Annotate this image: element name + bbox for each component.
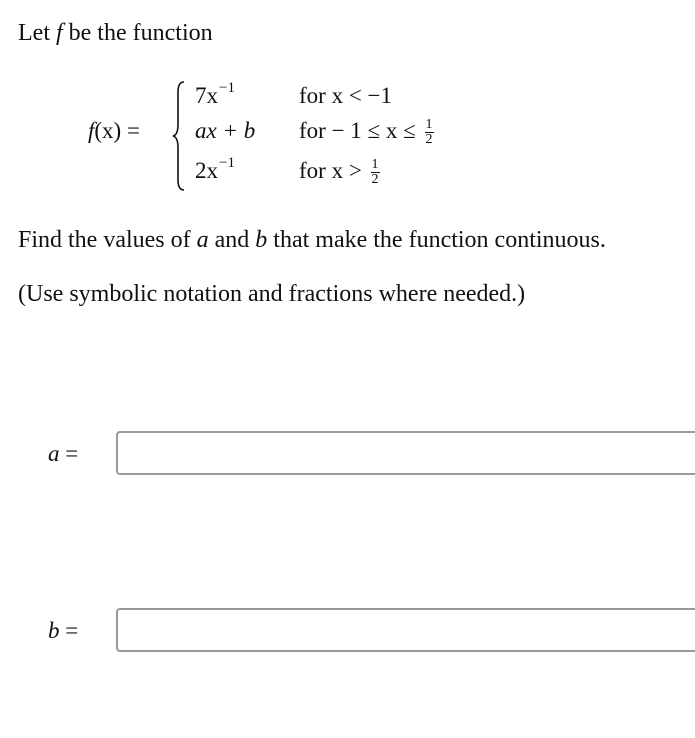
question-var-a: a	[196, 227, 209, 253]
answer-a-input[interactable]	[116, 431, 695, 475]
answer-a-label: a =	[48, 441, 79, 466]
case-2-expression: ax + b	[195, 118, 256, 143]
case-1-condition: for x < −1	[299, 83, 393, 108]
lhs-name: f	[88, 118, 95, 143]
intro-text	[18, 19, 213, 47]
case-3-fraction: $\frac{1}{2}$	[371, 157, 379, 188]
answer-b-label: b =	[48, 618, 79, 643]
hint-text: (Use symbolic notation and fractions where needed.)	[18, 281, 526, 307]
case-1-expression: $7x^{-1}$	[195, 80, 235, 108]
lhs-arg: (x)	[94, 118, 122, 143]
lhs-equals: =	[126, 118, 140, 143]
case-2-condition: for − 1 ≤ x ≤ $\frac{1}{2}$	[299, 117, 433, 148]
intro-symbol: f	[55, 20, 63, 46]
piecewise-brace	[171, 80, 187, 192]
answer-b-input[interactable]	[116, 608, 695, 652]
question-text: Find the values of a and b that make the function continuous.	[18, 227, 606, 253]
case-3-condition: for x > $\frac{1}{2}$	[299, 157, 379, 188]
question-var-b: b	[255, 227, 268, 253]
case-2-fraction: $\frac{1}{2}$	[425, 117, 433, 148]
intro-before: Let	[18, 20, 50, 46]
case-3-expression: $2x^{-1}$	[195, 155, 235, 183]
function-lhs	[88, 117, 140, 145]
intro-after: be the function	[68, 20, 213, 46]
